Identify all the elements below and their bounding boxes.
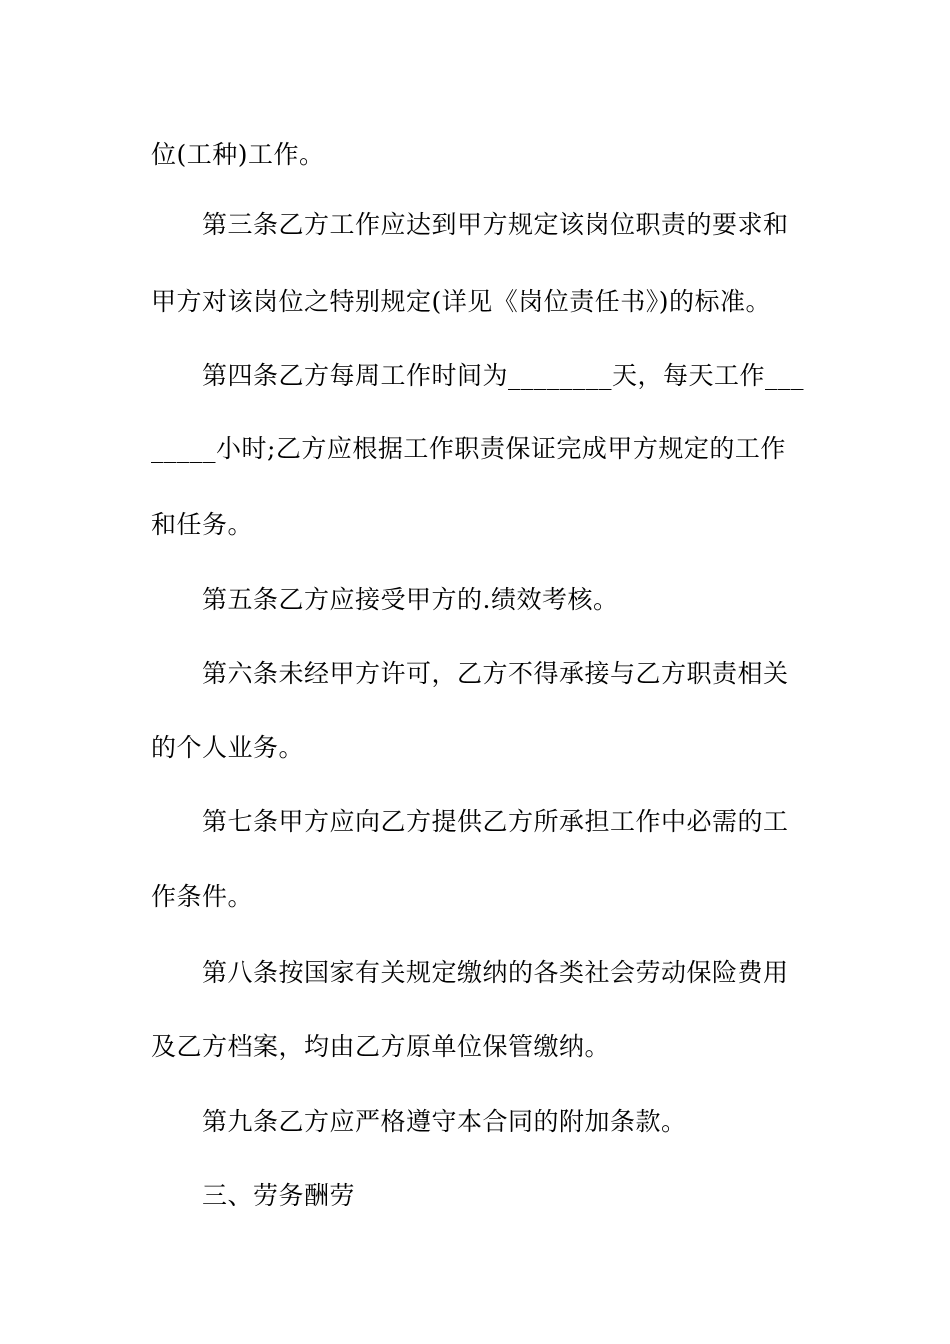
clause-3-line-2: 甲方对该岗位之特别规定(详见《岗位责任书》)的标准。 xyxy=(151,287,772,316)
clause-3-line-1: 第三条乙方工作应达到甲方规定该岗位职责的要求和 xyxy=(202,210,789,239)
clause-6-line-1: 第六条未经甲方许可，乙方不得承接与乙方职责相关 xyxy=(202,659,789,688)
clause-4-line-1: 第四条乙方每周工作时间为________天，每天工作___ xyxy=(202,361,805,390)
clause-6-line-2: 的个人业务。 xyxy=(151,733,305,762)
clause-8-line-1: 第八条按国家有关规定缴纳的各类社会劳动保险费用 xyxy=(202,958,789,987)
text-line-1: 位(工种)工作。 xyxy=(151,140,325,169)
section-heading-remuneration: 三、劳务酬劳 xyxy=(202,1181,356,1210)
clause-4-line-3: 和任务。 xyxy=(151,510,254,539)
clause-9-line-1: 第九条乙方应严格遵守本合同的附加条款。 xyxy=(202,1107,687,1136)
clause-7-line-2: 作条件。 xyxy=(151,882,254,911)
clause-4-line-2: _____小时;乙方应根据工作职责保证完成甲方规定的工作 xyxy=(151,434,786,463)
clause-8-line-2: 及乙方档案，均由乙方原单位保管缴纳。 xyxy=(151,1032,611,1061)
clause-5-line-1: 第五条乙方应接受甲方的.绩效考核。 xyxy=(202,585,619,614)
clause-7-line-1: 第七条甲方应向乙方提供乙方所承担工作中必需的工 xyxy=(202,807,789,836)
